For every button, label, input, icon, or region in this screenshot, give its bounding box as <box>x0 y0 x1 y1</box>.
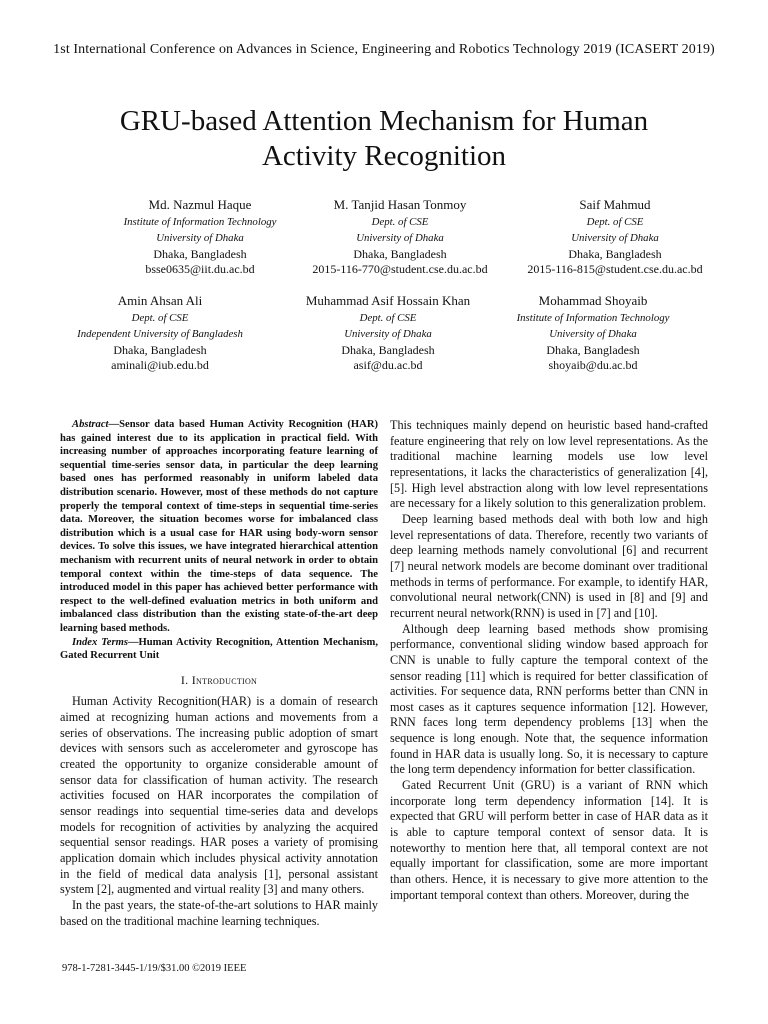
author-city: Dhaka, Bangladesh <box>153 246 247 261</box>
author-dept: Dept. of CSE <box>359 312 417 324</box>
author-dept: Dept. of CSE <box>371 216 429 228</box>
section-heading <box>60 673 378 689</box>
left-column <box>60 418 378 929</box>
author-email: asif@du.ac.bd <box>353 358 423 373</box>
abstract-text: —Sensor data based Human Activity Recognition (HAR) has gained interest due to its application in practical field. With increasing number of approaches incorporating feature learning of sequential time-series sensor data, in particular the deep learning based ones has performed reasonably in uniform labeled data distribution scenario. However, most of these methods do not capture properly the temporal context of time-steps in sequential time-series data. Moreover, the situation becomes worse for imbalanced class distribution which is a usual case for HAR using body-worn sensor devices. To solve this issues, we have integrated hierarchical attention mechanism with recurrent units of neural network in order to obtain temporal context within the time-steps of data sequence. The introduced model in this paper has achieved better performance with respect to the well-defined evaluation metrics in both uniform and imbalanced class distribution than the existing state-of-the-art deep learning based methods. <box>60 419 378 634</box>
author-name: Amin Ahsan Ali <box>117 293 203 308</box>
author-block <box>510 196 720 278</box>
paragraph: Human Activity Recognition(HAR) is a domain of research aimed at recognizing human actions and movements from a series of observations. The increasing public adoption of smart devices with sensors such as accelerometer and gyroscope has created the opportunity to organize considerable amount of sensor data for classification of human activity. The research activities focused on HAR incorporates the compilation of sensor readings into sequential time-series data and develops models for recognition of activities by analyzing the acquired sequential sensor readings. HAR poses a variety of promising application domain which includes physical activity annotation in the field of medical data analysis [1], personal assistant system [2], augmented and virtual reality [3] and many others. <box>60 694 378 897</box>
title-line-1: GRU-based Attention Mechanism for Human <box>119 105 649 137</box>
index-terms-label: Index Terms <box>72 636 128 648</box>
abstract <box>60 418 378 663</box>
title-line-2: Activity Recognition <box>261 140 507 172</box>
author-institution: Independent University of Bangladesh <box>77 327 243 340</box>
author-city: Dhaka, Bangladesh <box>568 246 662 261</box>
author-name: Saif Mahmud <box>579 197 651 212</box>
paragraph: This techniques mainly depend on heuristic based hand-crafted feature engineering that rely on low level representations. As the traditional machine learning models use low level representations, it lacks the characteristics of generalization [4], [5]. High level abstraction along with low level representations are necessary for a likely solution to this generalization problem. <box>390 418 708 511</box>
abstract-label: Abstract <box>72 419 109 430</box>
paragraph: In the past years, the state-of-the-art solutions to HAR mainly based on the traditional machine learning techniques. <box>60 897 378 928</box>
author-institution: University of Dhaka <box>549 327 637 340</box>
paragraph: Deep learning based methods deal with both low and high level representations of data. Therefore, recently two variants of deep learning methods namely convolutional [6] and recurrent [7] neural network models are become dominant over traditional methods in terms of performance. For example, to identify HAR, convolutional neural network(CNN) is used in [8] and [9] and recurrent neural network(RNN) is used in [7] and [10]. <box>390 511 708 620</box>
author-name: Md. Nazmul Haque <box>148 197 252 212</box>
author-city: Dhaka, Bangladesh <box>546 342 640 357</box>
author-name: Mohammad Shoyaib <box>538 293 648 308</box>
author-email: bsse0635@iit.du.ac.bd <box>145 262 255 277</box>
author-city: Dhaka, Bangladesh <box>353 246 447 261</box>
copyright-footer: 978-1-7281-3445-1/19/$31.00 ©2019 IEEE <box>62 963 247 974</box>
author-institution: University of Dhaka <box>344 327 432 340</box>
author-block <box>268 292 508 374</box>
author-institution: University of Dhaka <box>571 231 659 244</box>
paragraph: Gated Recurrent Unit (GRU) is a variant of RNN which incorporate long term dependency information [14]. It is expected that GRU will perform better in case of HAR data as it is able to capture temporal context of sensor data. It is noteworthy to mention here that, all temporal context are not equally important for classification, some are more important than others. Hence, it is necessary to give more attention to the important temporal context than others. Moreover, during the <box>390 778 708 902</box>
index-terms-text: —Human Activity Recognition, Attention Mechanism, Gated Recurrent Unit <box>60 636 378 662</box>
author-city: Dhaka, Bangladesh <box>341 342 435 357</box>
author-dept: Dept. of CSE <box>131 312 189 324</box>
author-email: 2015-116-815@student.cse.du.ac.bd <box>527 262 703 277</box>
author-email: 2015-116-770@student.cse.du.ac.bd <box>312 262 488 277</box>
author-dept: Institute of Information Technology <box>516 312 670 324</box>
author-city: Dhaka, Bangladesh <box>113 342 207 357</box>
right-column <box>390 418 708 903</box>
author-dept: Dept. of CSE <box>586 216 644 228</box>
conference-header: 1st International Conference on Advances in Science, Engineering and Robotics Technology 2019 (ICASERT 2019) <box>53 42 715 57</box>
author-dept: Institute of Information Technology <box>123 216 277 228</box>
author-email: shoyaib@du.ac.bd <box>548 358 638 373</box>
author-institution: University of Dhaka <box>156 231 244 244</box>
author-block <box>284 196 516 278</box>
section-title: Introduction <box>191 672 258 687</box>
paper-title <box>84 104 684 174</box>
author-block <box>50 292 270 374</box>
author-email: aminali@iub.edu.bd <box>111 358 209 373</box>
author-block <box>478 292 708 374</box>
author-name: M. Tanjid Hasan Tonmoy <box>333 197 467 212</box>
paragraph: Although deep learning based methods show promising performance, conventional sliding window based approach for CNN is unable to fully capture the temporal context of the sensor reading [11] which is required for better classification of activities. For sequence data, RNN performs better than CNN in most cases as it captures sequence information [12]. However, RNN faces long term dependency problems [13] when the sequence is long enough. Note that, the sequence information found in HAR data is usually long. So, it is necessary to capture the long term dependency information for better classification. <box>390 621 708 777</box>
section-number: I. <box>180 672 192 687</box>
author-name: Muhammad Asif Hossain Khan <box>305 293 471 308</box>
author-institution: University of Dhaka <box>356 231 444 244</box>
